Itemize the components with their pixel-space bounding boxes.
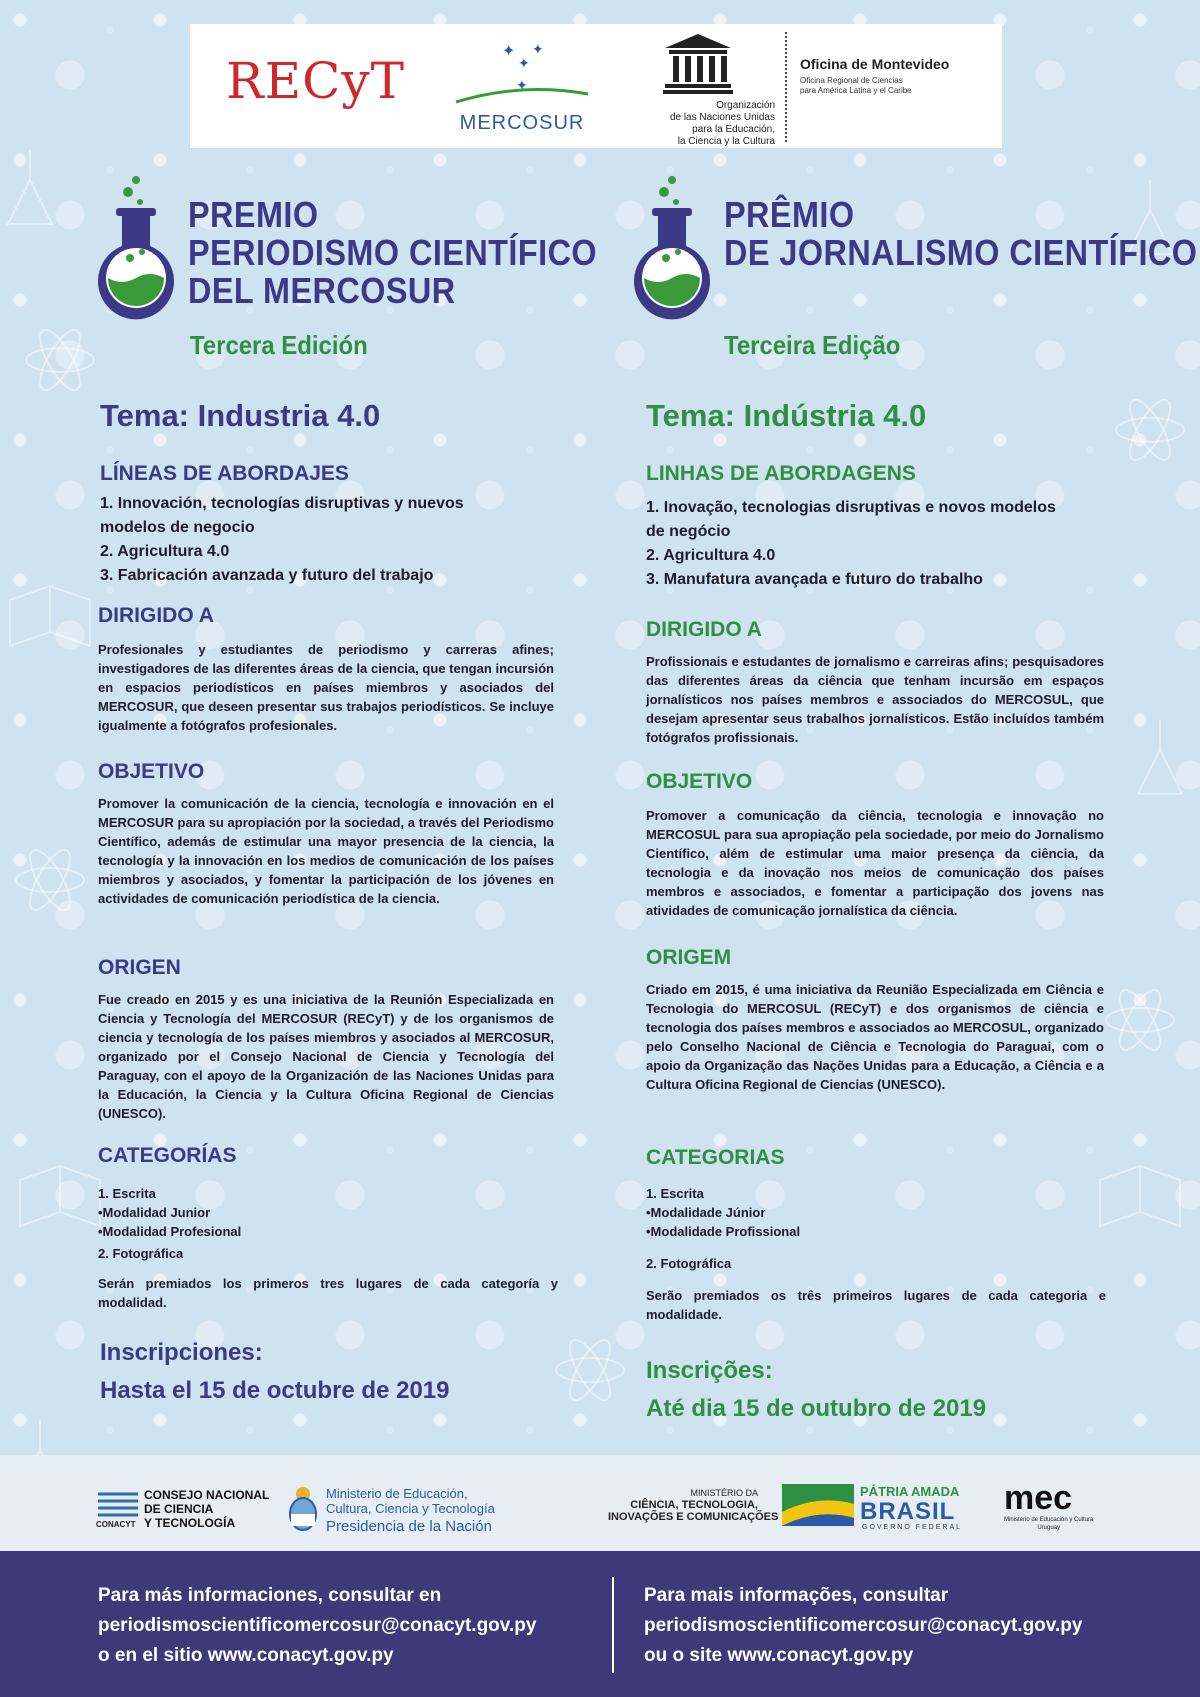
categoria-fotografica-pt: 2. Fotográfica bbox=[646, 1256, 732, 1271]
origen-text-es: Fue creado en 2015 y es una iniciativa de la Reunión Especializada en Ciencia y Tecnología del MERCOSUR (RECyT) y de los organismos de ciencia y tecnología de los países miembros y asociados al MERCOSUR, organizado por el Consejo Nacional de Ciencia y Tecnología del Paraguay, con el apoyo de la Organización de las Naciones Unidas para la Educación, la Ciencia y la Cultura Oficina Regional de Ciencias (UNESCO). bbox=[98, 992, 554, 1121]
objetivo-text-pt: Promover a comunicação da ciência, tecnologia e innovação no MERCOSUL para sua apropiação pela sociedade, por meio do Jornalismo Científico, além de estimular uma maior presença da ciência, da tecnologia e da inovação nos meios de comunicação dos países membros e associados, e fomentar a participação dos jovens nas atividades de comunicação jornalística da ciência. bbox=[646, 808, 1104, 918]
unesco-office-subtitle: Oficina Regional de Ciencias para América Latina y el Caribe bbox=[800, 76, 912, 95]
flask-icon bbox=[96, 174, 180, 322]
origen-heading-es: ORIGEN bbox=[98, 956, 181, 979]
footer-divider bbox=[612, 1577, 614, 1673]
atom-icon bbox=[1106, 985, 1174, 1056]
book-icon bbox=[20, 1166, 100, 1226]
contact-email-link[interactable]: periodismoscientificomercosur@conacyt.gov.py bbox=[98, 1615, 537, 1636]
title-es bbox=[188, 196, 643, 310]
footer bbox=[0, 1551, 1200, 1697]
flask-outline-icon bbox=[8, 150, 52, 224]
brasil-text: BRASIL bbox=[860, 1498, 956, 1525]
book-icon bbox=[1100, 1166, 1180, 1226]
conacyt-tag: CONACYT bbox=[96, 1520, 136, 1529]
atom-icon bbox=[556, 1335, 624, 1406]
atom-icon bbox=[26, 325, 94, 396]
unesco-org-name: Organización de las Naciones Unidas para la Educación, la Ciencia y la Cultura bbox=[669, 100, 775, 147]
categorias-heading-pt: CATEGORIAS bbox=[646, 1146, 785, 1169]
mec-subtitle: Ministerio de Educación y Cultura Uruguay bbox=[1004, 1517, 1094, 1531]
categorias-heading-es: CATEGORÍAS bbox=[98, 1144, 237, 1167]
flask-outline-icon bbox=[1138, 720, 1182, 794]
website-link[interactable]: o en el sitio www.conacyt.gov.py bbox=[98, 1645, 394, 1666]
divider bbox=[785, 32, 787, 142]
dirigido-text-es: Profesionales y estudiantes de periodismo y carreras afines; investigadores de las diferentes áreas de la ciencia, que tengan incursión en espacios periodísticos en países miembros y asociados del MERCOSUR, que deseen presentar sus trabajos periodísticos. Se incluye igualmente a fotógrafos profesionales. bbox=[98, 642, 554, 733]
dirigido-text-pt: Profissionais e estudantes de jornalismo e carreiras afins; pesquisadores das diferentes áreas da ciência que tenham incursão em espaços jornalísticos nos países membros e associados do MERCOSUL, que desejam apresentar seus trabalhos jornalísticos. Estão incluídos também fotógrafos profissionais. bbox=[646, 654, 1104, 745]
svg-text:✦: ✦ bbox=[532, 42, 544, 58]
argentina-presidencia: Presidencia de la Nación bbox=[326, 1518, 492, 1535]
footer-contact-es: Para más informaciones, consultar en periodismoscientificomercosur@conacyt.gov.py o en el sitio www.conacyt.gov.py bbox=[98, 1581, 536, 1671]
dirigido-heading-pt: DIRIGIDO A bbox=[646, 618, 762, 641]
southern-cross-icon bbox=[452, 32, 592, 112]
lineas-heading-es: LÍNEAS DE ABORDAJES bbox=[100, 462, 349, 485]
website-link[interactable]: ou o site www.conacyt.gov.py bbox=[644, 1645, 914, 1666]
book-icon bbox=[10, 586, 90, 646]
edition-pt: Terceira Edição bbox=[724, 330, 901, 360]
mercosur-label: MERCOSUR bbox=[459, 112, 585, 134]
brasil-mcti-logo: MINISTÉRIO DA CIÊNCIA, TECNOLOGIA, INOVAÇÕES E COMUNICAÇÕES bbox=[608, 1488, 779, 1523]
unesco-office-title: Oficina de Montevideo bbox=[800, 56, 950, 72]
origen-text-pt: Criado em 2015, é uma iniciativa da Reunião Especializada em Ciência e Tecnologia do MERCOSUL (RECyT) e dos organismos de ciência e tecnologia dos países membros e associados ao MERCOSUL, organizado pelo Conselho Nacional de Ciência e Tecnologia do Paraguai, com o apoio da Organização das Nações Unidas para a Educação, a Ciência e a Cultura Oficina Regional de Ciencias (UNESCO). bbox=[646, 982, 1104, 1092]
title-line: DEL MERCOSUR bbox=[188, 270, 456, 311]
title-line: PERIODISMO CIENTÍFICO bbox=[188, 232, 598, 273]
objetivo-text-es: Promover la comunicación de la ciencia, tecnología e innovación en el MERCOSUR para su apropiación por la sociedad, a través del Periodismo Científico, además de estimular una mayor presencia de la ciencia, la tecnología y la innovación en los medios de comunicación de los países miembros y asociados, y fomentar la participación de los jóvenes en actividades de comunicación periodística de la ciencia. bbox=[98, 796, 554, 906]
title-line: DE JORNALISMO CIENTÍFICO bbox=[724, 232, 1198, 273]
atom-icon bbox=[16, 845, 84, 916]
categoria-fotografica-es: 2. Fotográfica bbox=[98, 1246, 184, 1261]
flask-icon bbox=[632, 174, 716, 322]
brasil-flag-icon bbox=[782, 1484, 854, 1526]
title-line: PRÊMIO bbox=[724, 194, 855, 235]
svg-text:✦: ✦ bbox=[502, 41, 516, 60]
origen-heading-pt: ORIGEM bbox=[646, 946, 732, 969]
contact-email-link[interactable]: periodismoscientificomercosur@conacyt.gov.py bbox=[644, 1615, 1083, 1636]
tema-es: Tema: Industria 4.0 bbox=[100, 398, 381, 433]
argentina-coat-of-arms-icon bbox=[286, 1484, 320, 1532]
lineas-heading-pt: LINHAS DE ABORDAGENS bbox=[646, 462, 916, 485]
mec-wordmark: mec bbox=[1004, 1479, 1073, 1517]
patria-amada-text: PÁTRIA AMADA bbox=[860, 1484, 960, 1499]
unesco-logo bbox=[655, 32, 985, 147]
title-pt bbox=[724, 196, 1200, 272]
premiados-text-es: Serán premiados los primeros tres lugares de cada categoría y modalidad. bbox=[98, 1276, 558, 1310]
footer-contact-pt: Para mais informações, consultar periodismoscientificomercosur@conacyt.gov.py ou o site www.conacyt.gov.py bbox=[644, 1581, 1082, 1671]
dirigido-heading-es: DIRIGIDO A bbox=[98, 604, 214, 627]
svg-text:✦: ✦ bbox=[518, 56, 530, 72]
edition-es: Tercera Edición bbox=[190, 330, 368, 360]
premiados-text-pt: Serão premiados os três primeiros lugares de cada categoria e modalidade. bbox=[646, 1288, 1106, 1322]
partner-logos-header bbox=[190, 24, 1002, 148]
categorias-list-es: 1. Escrita •Modalidad Junior •Modalidad Profesional bbox=[98, 1186, 242, 1239]
conacyt-name: CONSEJO NACIONAL DE CIENCIA Y TECNOLOGÍA bbox=[144, 1488, 270, 1530]
categorias-list-pt: 1. Escrita •Modalidade Júnior •Modalidade Profissional bbox=[646, 1186, 801, 1239]
objetivo-heading-es: OBJETIVO bbox=[98, 760, 205, 783]
objetivo-heading-pt: OBJETIVO bbox=[646, 770, 753, 793]
svg-text:✦: ✦ bbox=[516, 78, 528, 94]
mercosur-logo bbox=[452, 32, 592, 142]
atom-icon bbox=[1116, 395, 1184, 466]
mec-uruguay-logo bbox=[1004, 1480, 1093, 1532]
inscripciones-es: Inscripciones: Hasta el 15 de octubre de 2019 bbox=[100, 1339, 450, 1404]
argentina-ministerio-name: Ministerio de Educación, Cultura, Ciencia y Tecnología bbox=[326, 1486, 495, 1516]
inscricoes-pt: Inscrições: Até dia 15 de outubro de 2019 bbox=[646, 1357, 987, 1422]
tema-pt: Tema: Indústria 4.0 bbox=[646, 398, 927, 433]
title-line: PREMIO bbox=[188, 194, 319, 235]
governo-federal-text: GOVERNO FEDERAL bbox=[862, 1524, 963, 1531]
lineas-list-pt: 1. Inovação, tecnologias disruptivas e novos modelos de negócio 2. Agricultura 4.0 3. Manufatura avançada e futuro do trabalho bbox=[646, 499, 1056, 588]
recyt-logo: RECyT bbox=[226, 52, 405, 110]
unesco-temple-icon bbox=[663, 32, 733, 94]
lineas-list-es: 1. Innovación, tecnologías disruptivas y nuevos modelos de negocio 2. Agricultura 4.0 3. Fabricación avanzada y futuro del trabajo bbox=[100, 495, 464, 584]
